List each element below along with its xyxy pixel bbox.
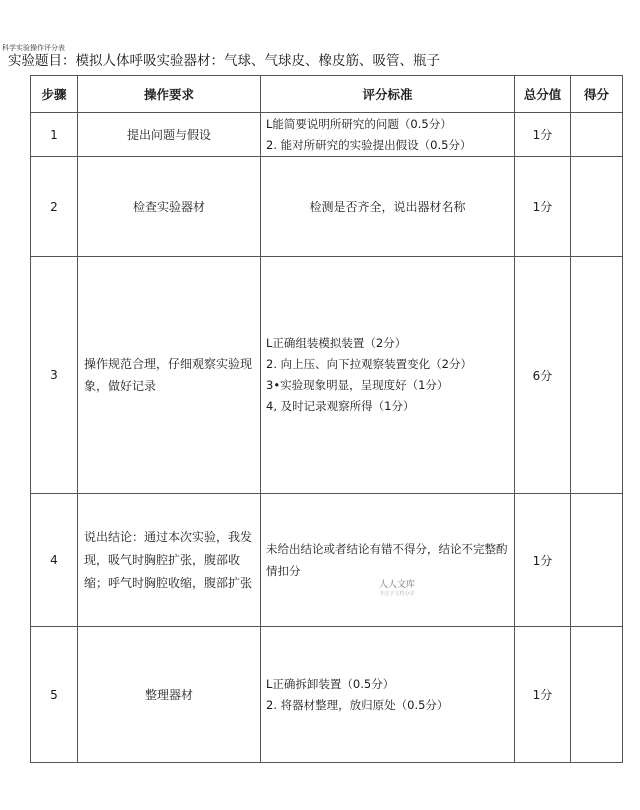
table-header-row (31, 76, 623, 113)
criteria-line: L能简要说明所研究的问题（0.5分） (266, 116, 452, 131)
header-requirement: 操作要求 (78, 76, 261, 113)
criteria-line: 2. 向上压、向下拉观察装置变化（2分） (266, 357, 472, 371)
criteria-line: 2. 能对所研究的实验提出假设（0.5分） (266, 137, 472, 152)
criteria-line: 未给出结论或者结论有错不得分，结论不完整酌情扣分 (266, 542, 508, 578)
watermark-subtext: 专注于文档分享 (379, 591, 415, 597)
document-header: 科学实验操作评分表 (2, 44, 65, 52)
step-number: 5 (31, 627, 78, 763)
requirement-cell: 操作规范合理，仔细观察实验现象，做好记录 (78, 257, 261, 494)
step-number: 3 (31, 257, 78, 494)
header-step: 步骤 (31, 76, 78, 113)
header-total: 总分值 (515, 76, 571, 113)
criteria-line: 2. 将器材整理，放归原处（0.5分） (266, 697, 449, 712)
table-row (31, 257, 623, 494)
total-points: 1分 (515, 157, 571, 257)
criteria-cell (261, 627, 515, 763)
step-number: 1 (31, 113, 78, 157)
table-row (31, 494, 623, 627)
criteria-cell (261, 257, 515, 494)
score-cell[interactable] (571, 494, 623, 627)
criteria-line: 检测是否齐全，说出器材名称 (309, 200, 466, 214)
criteria-cell (261, 157, 515, 257)
criteria-line: L正确拆卸装置（0.5分） (266, 676, 395, 691)
criteria-line: L正确组装模拟装置（2分） (266, 336, 407, 350)
table-row (31, 113, 623, 157)
total-points: 6分 (515, 257, 571, 494)
requirement-cell: 检查实验器材 (78, 157, 261, 257)
total-points: 1分 (515, 627, 571, 763)
step-number: 2 (31, 157, 78, 257)
step-number: 4 (31, 494, 78, 627)
total-points: 1分 (515, 113, 571, 157)
header-score: 得分 (571, 76, 623, 113)
score-cell[interactable] (571, 113, 623, 157)
score-cell[interactable] (571, 627, 623, 763)
table-row (31, 157, 623, 257)
requirement-cell: 整理器材 (78, 627, 261, 763)
experiment-title: 实验题目：模拟人体呼吸实验器材：气球、气球皮、橡皮筋、吸管、瓶子 (8, 53, 440, 69)
score-cell[interactable] (571, 157, 623, 257)
scoring-table (30, 75, 623, 763)
criteria-line: 3•实验现象明显，呈现度好（1分） (266, 378, 449, 392)
requirement-cell: 提出问题与假设 (78, 113, 261, 157)
criteria-cell (261, 113, 515, 157)
requirement-cell: 说出结论：通过本次实验，我发现，吸气时胸腔扩张，腹部收缩；呼气时胸腔收缩，腹部扩张 (78, 494, 261, 627)
criteria-line: 4, 及时记录观察所得（1分） (266, 399, 415, 413)
table-row (31, 627, 623, 763)
total-points: 1分 (515, 494, 571, 627)
score-cell[interactable] (571, 257, 623, 494)
criteria-cell (261, 494, 515, 627)
watermark-text: 人人文库 (378, 580, 415, 590)
header-criteria: 评分标准 (261, 76, 515, 113)
watermark-logo (367, 580, 427, 598)
